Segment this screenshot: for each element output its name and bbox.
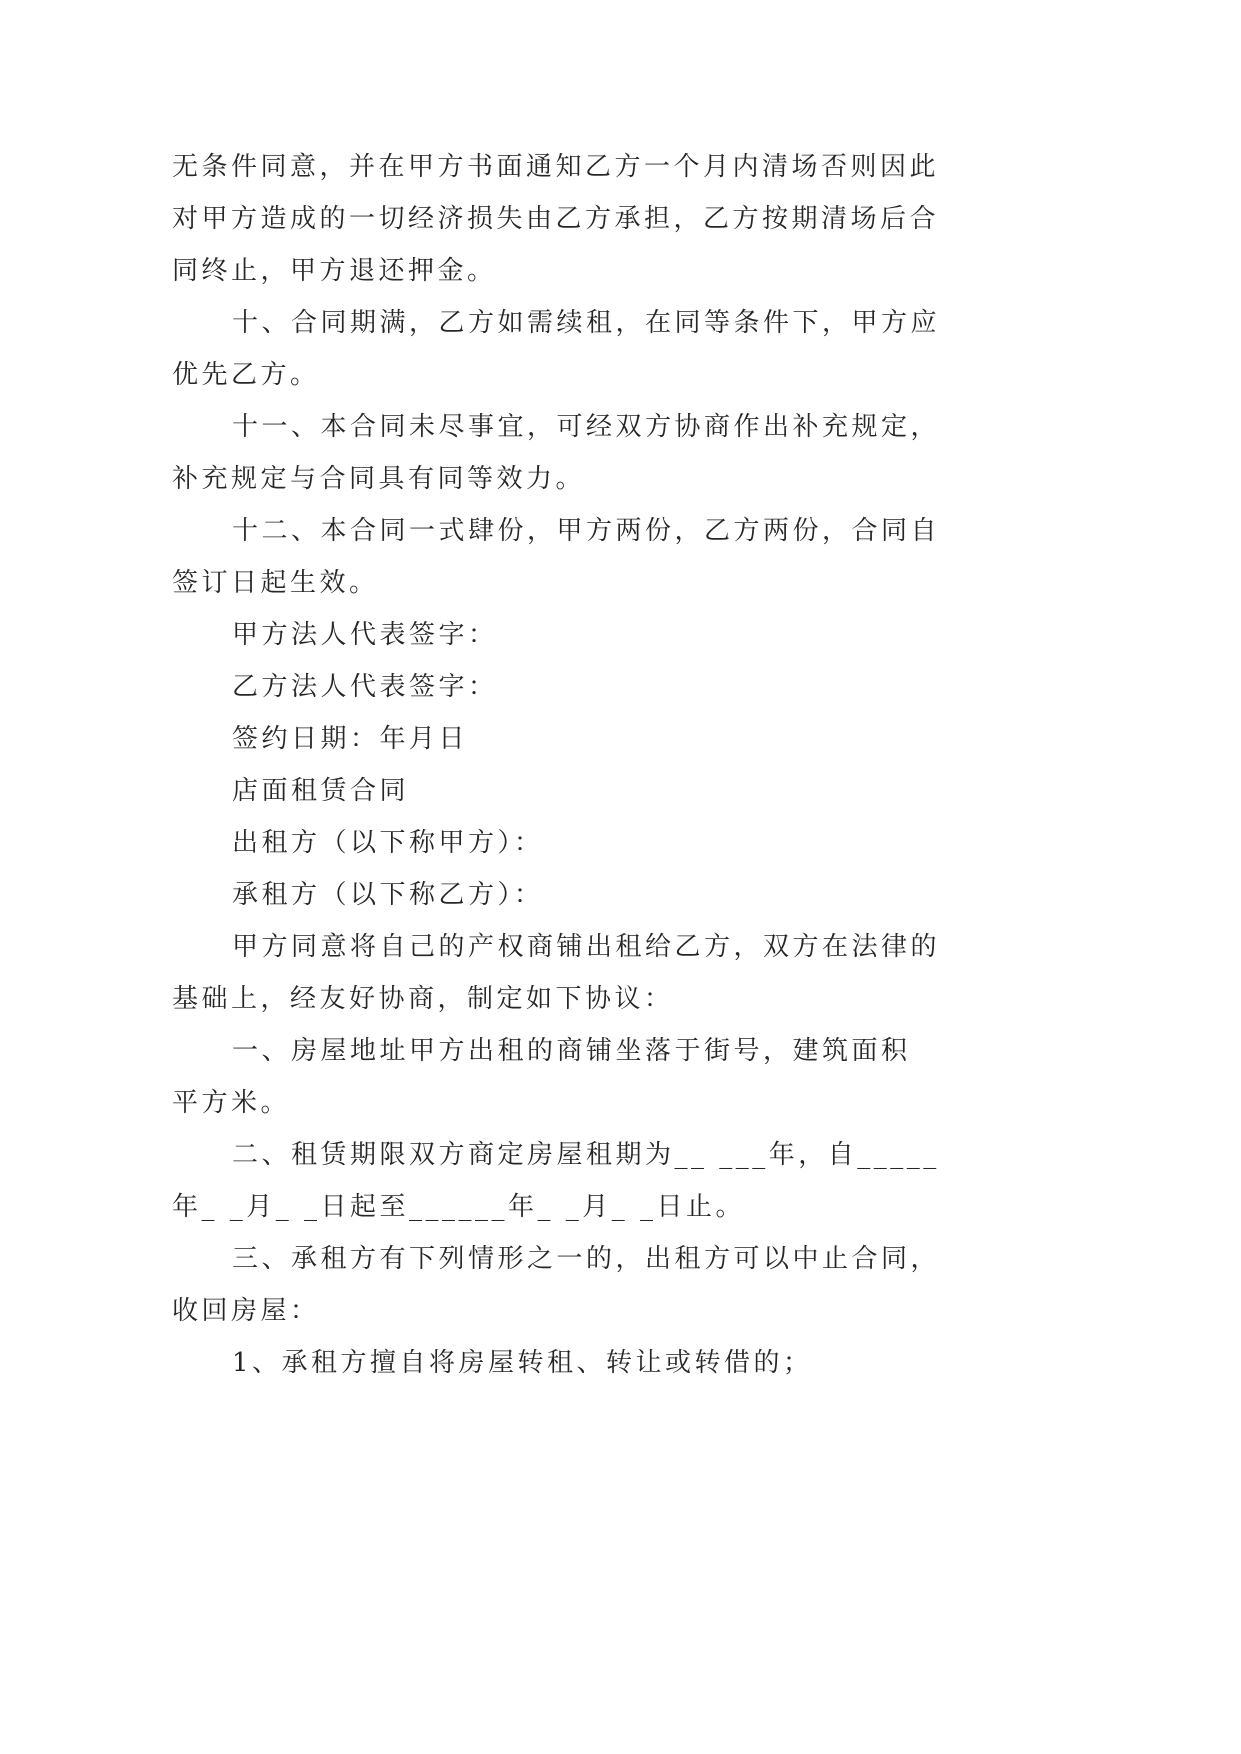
text-line: 一、房屋地址甲方出租的商铺坐落于街号，建筑面积 [232,1036,911,1066]
clause-3-termination [172,1233,1041,1337]
text-line: 年_ _月_ _日起至______年_ _月_ _日止。 [172,1192,746,1222]
lessee-label: 承租方（以下称乙方）： [232,880,544,910]
clause-3-item-1 [172,1337,1041,1389]
party-b-signature-line [172,661,1041,713]
text-line: 无条件同意，并在甲方书面通知乙方一个月内清场否则因此 [172,152,940,182]
party-a-signature-line [172,609,1041,661]
clause-11-supplement [172,401,1041,505]
text-line: 签订日起生效。 [172,568,379,598]
text-line: 平方米。 [172,1088,291,1118]
clause-1-address [172,1025,1041,1129]
text-line: 补充规定与合同具有同等效力。 [172,464,586,494]
signing-date-label: 签约日期：年月日 [232,724,469,754]
text-line: 优先乙方。 [172,360,320,390]
text-line: 对甲方造成的一切经济损失由乙方承担，乙方按期清场后合 [172,204,940,234]
lessor-label: 出租方（以下称甲方）： [232,828,544,858]
text-line: 十二、本合同一式肆份，甲方两份，乙方两份，合同自 [232,516,941,546]
clause-2-lease-term [172,1129,1041,1233]
party-a-signature-label: 甲方法人代表签字： [232,620,498,650]
text-line: 甲方同意将自己的产权商铺出租给乙方，双方在法律的 [232,932,941,962]
text-line: 十、合同期满，乙方如需续租，在同等条件下，甲方应 [232,308,941,338]
text-line: 同终止，甲方退还押金。 [172,256,497,286]
lessee-line [172,869,1041,921]
contract-title: 店面租赁合同 [232,776,410,806]
signing-date-line [172,713,1041,765]
paragraph-termination-continuation [172,141,1041,297]
lessor-line [172,817,1041,869]
text-line: 二、租赁期限双方商定房屋租期为__ ___年，自_____ [232,1140,940,1170]
clause-12-copies [172,505,1041,609]
clause-10-renewal [172,297,1041,401]
text-line: 三、承租方有下列情形之一的，出租方可以中止合同， [232,1244,941,1274]
preamble [172,921,1041,1025]
text-line: 收回房屋： [172,1296,320,1326]
contract-title-line [172,765,1041,817]
text-line: 基础上，经友好协商，制定如下协议： [172,984,674,1014]
text-line: 1、承租方擅自将房屋转租、转让或转借的； [232,1348,813,1378]
party-b-signature-label: 乙方法人代表签字： [232,672,498,702]
text-line: 十一、本合同未尽事宜，可经双方协商作出补充规定， [232,412,941,442]
